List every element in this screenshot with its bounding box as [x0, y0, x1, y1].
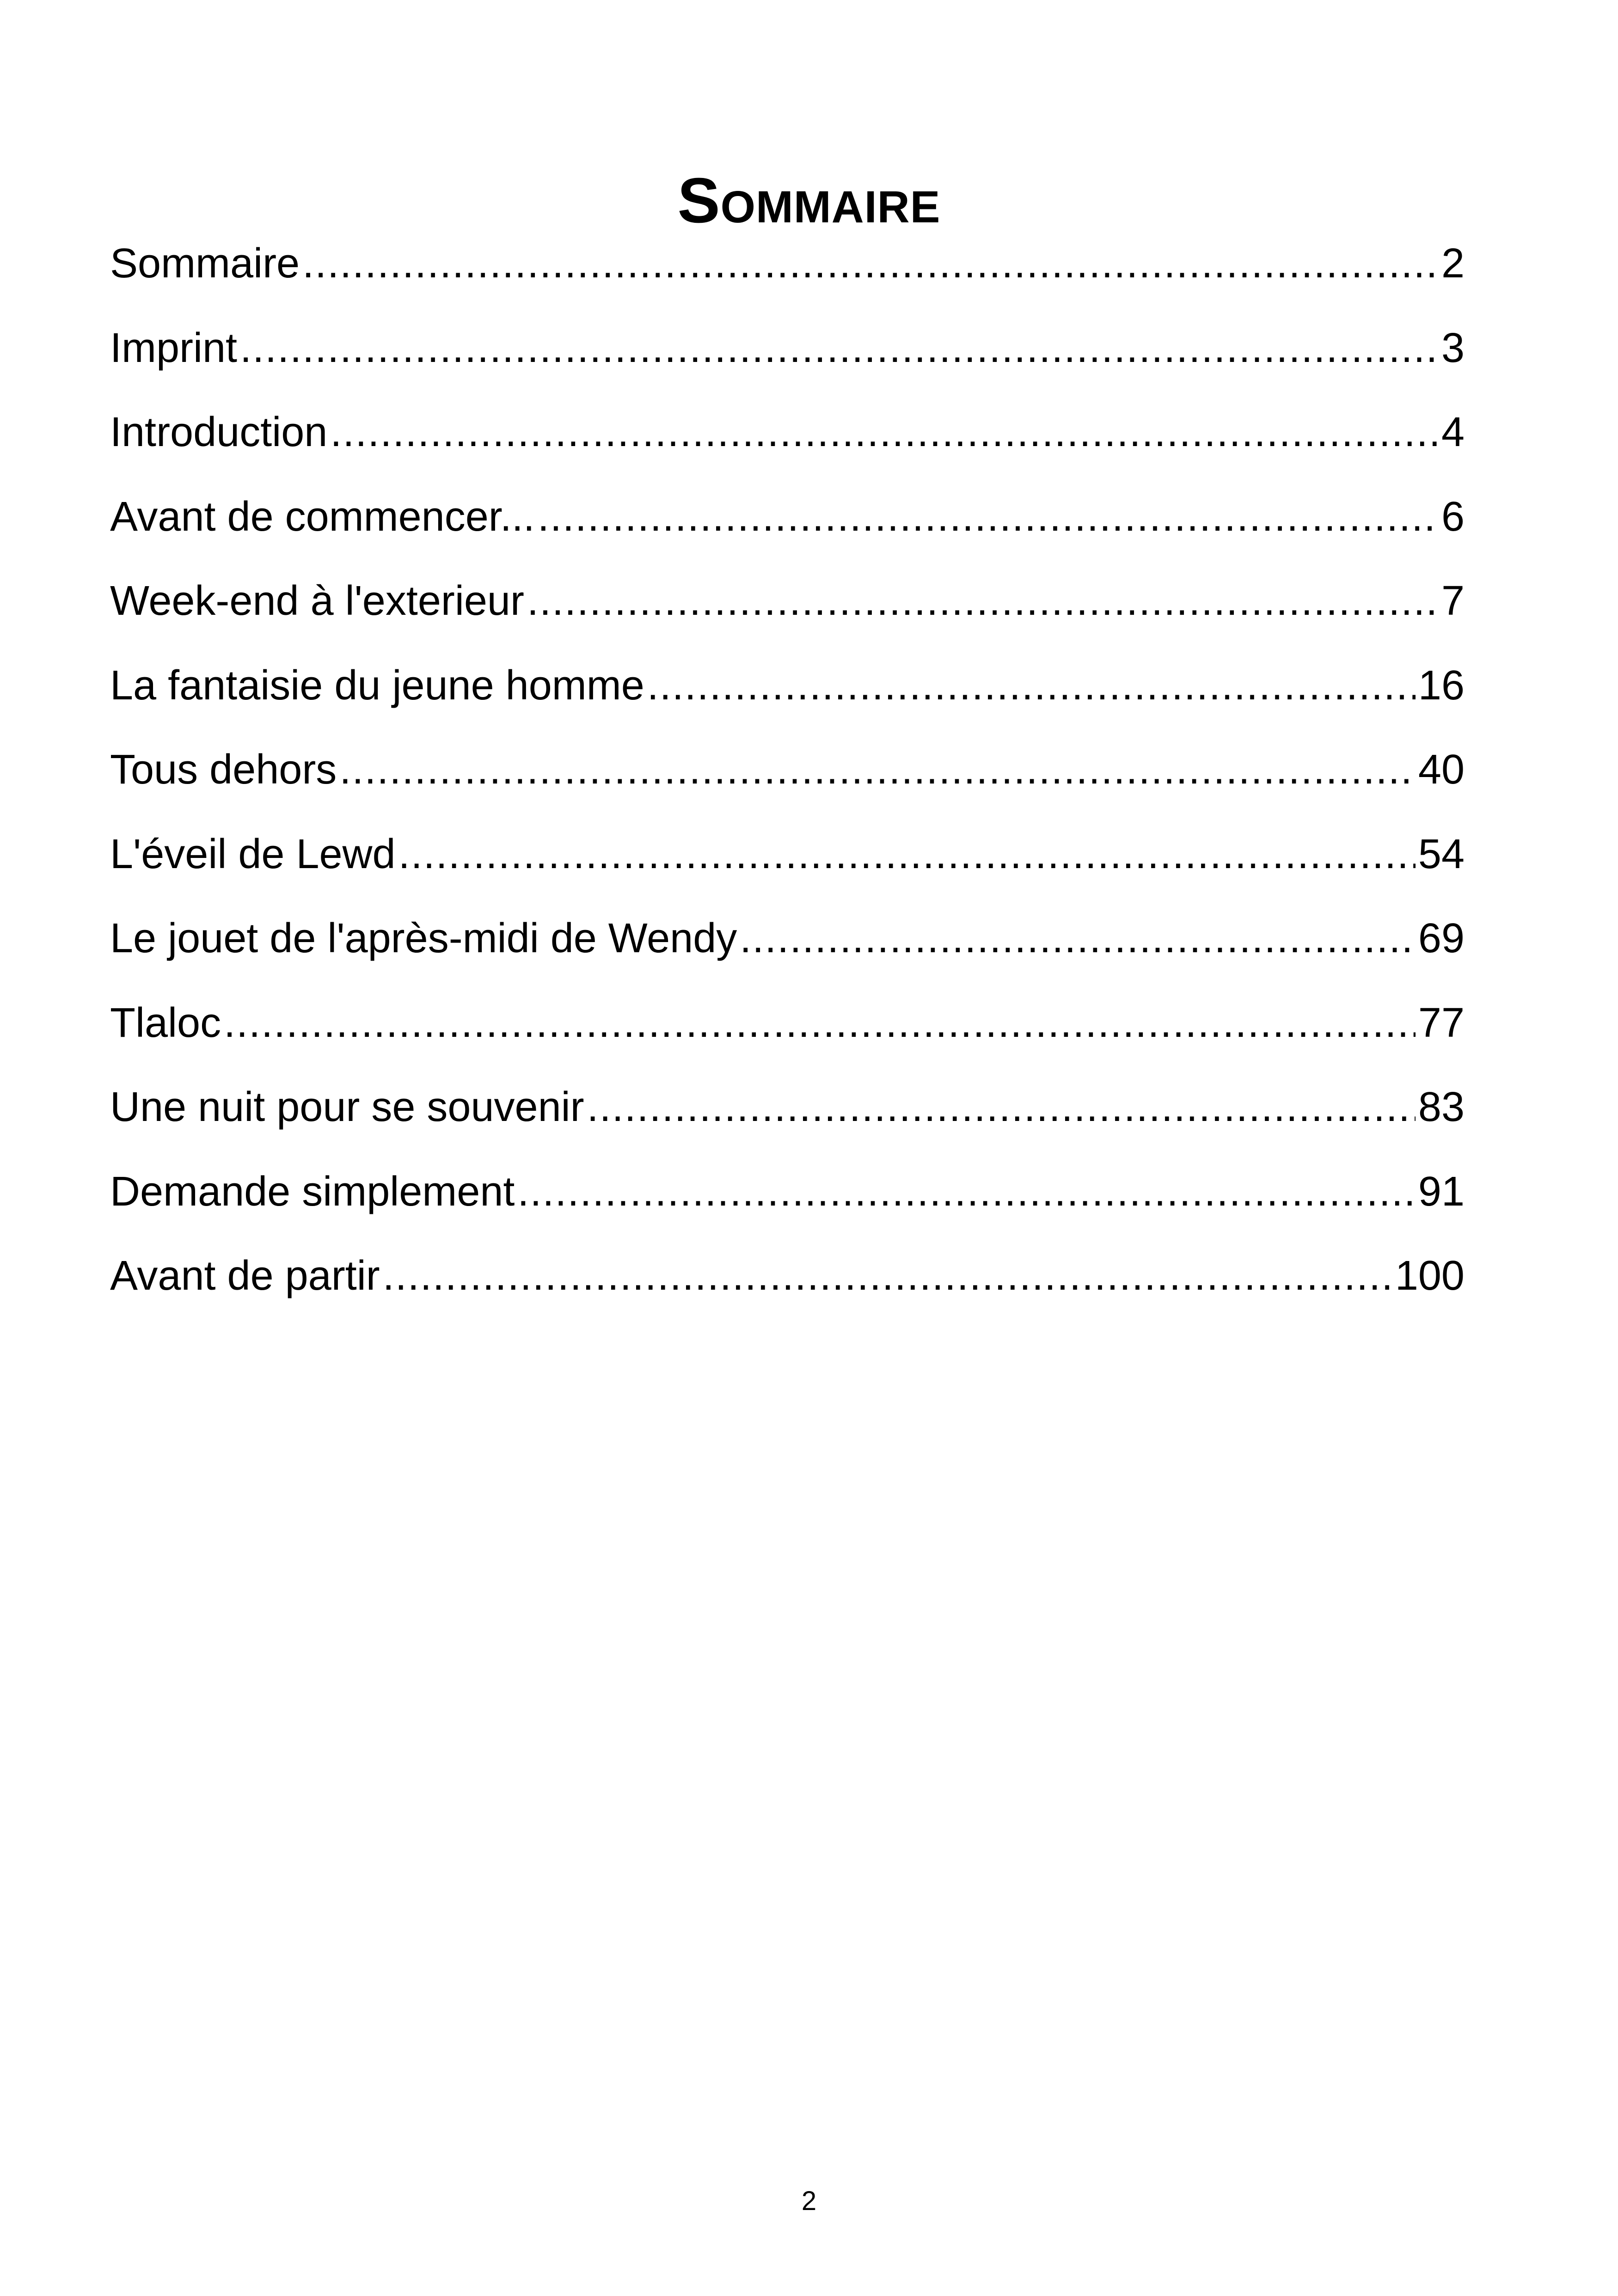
- toc-entry-title: Introduction: [110, 409, 328, 455]
- toc-entry-title: Une nuit pour se souvenir: [110, 1084, 584, 1130]
- dot-leader: [517, 1164, 1416, 1219]
- toc-entry-title: Week-end à l'exterieur: [110, 578, 524, 624]
- toc-entry-page: 40: [1418, 747, 1465, 793]
- toc-entry-title: La fantaisie du jeune homme: [110, 662, 644, 709]
- toc-entry-title: Avant de partir: [110, 1253, 380, 1299]
- toc-entry-page: 83: [1418, 1084, 1465, 1130]
- dot-leader: [224, 995, 1416, 1051]
- toc-entry-page: 2: [1441, 240, 1465, 287]
- dot-leader: [538, 489, 1439, 545]
- dot-leader: [383, 1248, 1392, 1304]
- dot-leader: [647, 658, 1416, 713]
- toc-entry-page: 4: [1441, 409, 1465, 455]
- toc-entry-page: 77: [1418, 999, 1465, 1046]
- toc-entry[interactable]: [110, 1164, 1465, 1249]
- toc-entry-page: 54: [1418, 831, 1465, 877]
- dot-leader: [527, 573, 1439, 629]
- toc-entry-page: 7: [1441, 578, 1465, 624]
- dot-leader: [240, 320, 1439, 376]
- toc-entry-page: 91: [1418, 1168, 1465, 1215]
- dot-leader: [330, 404, 1439, 460]
- page-number: 2: [801, 2186, 817, 2216]
- toc-entry[interactable]: [110, 827, 1465, 911]
- toc-entry[interactable]: [110, 236, 1465, 320]
- toc-entry[interactable]: [110, 1248, 1465, 1333]
- toc-entry[interactable]: [110, 911, 1465, 995]
- toc-entry[interactable]: [110, 1079, 1465, 1164]
- toc-entry-title: L'éveil de Lewd: [110, 831, 396, 877]
- toc-entry[interactable]: [110, 742, 1465, 827]
- toc-entry[interactable]: [110, 573, 1465, 658]
- toc-entry-title: Sommaire: [110, 240, 300, 287]
- toc-entry-title: Avant de commencer...: [110, 493, 535, 540]
- dot-leader: [398, 827, 1416, 882]
- toc-entry[interactable]: [110, 489, 1465, 574]
- toc-entry[interactable]: [110, 995, 1465, 1080]
- dot-leader: [587, 1079, 1416, 1135]
- dot-leader: [740, 911, 1416, 966]
- toc-entry-title: Imprint: [110, 325, 238, 371]
- toc-entry[interactable]: [110, 320, 1465, 405]
- toc-entry-title: Le jouet de l'après-midi de Wendy: [110, 915, 737, 961]
- table-of-contents: [110, 236, 1465, 1333]
- dot-leader: [339, 742, 1416, 797]
- toc-entry-title: Tous dehors: [110, 747, 337, 793]
- toc-entry-page: 69: [1418, 915, 1465, 961]
- toc-entry[interactable]: [110, 404, 1465, 489]
- toc-entry-title: Tlaloc: [110, 999, 221, 1046]
- page-title: Sommaire: [677, 165, 941, 237]
- toc-entry-page: 3: [1441, 325, 1465, 371]
- dot-leader: [302, 236, 1439, 291]
- toc-entry-page: 6: [1441, 493, 1465, 540]
- toc-entry-page: 16: [1418, 662, 1465, 709]
- toc-entry[interactable]: [110, 658, 1465, 742]
- toc-entry-title: Demande simplement: [110, 1168, 515, 1215]
- toc-entry-page: 100: [1395, 1253, 1465, 1299]
